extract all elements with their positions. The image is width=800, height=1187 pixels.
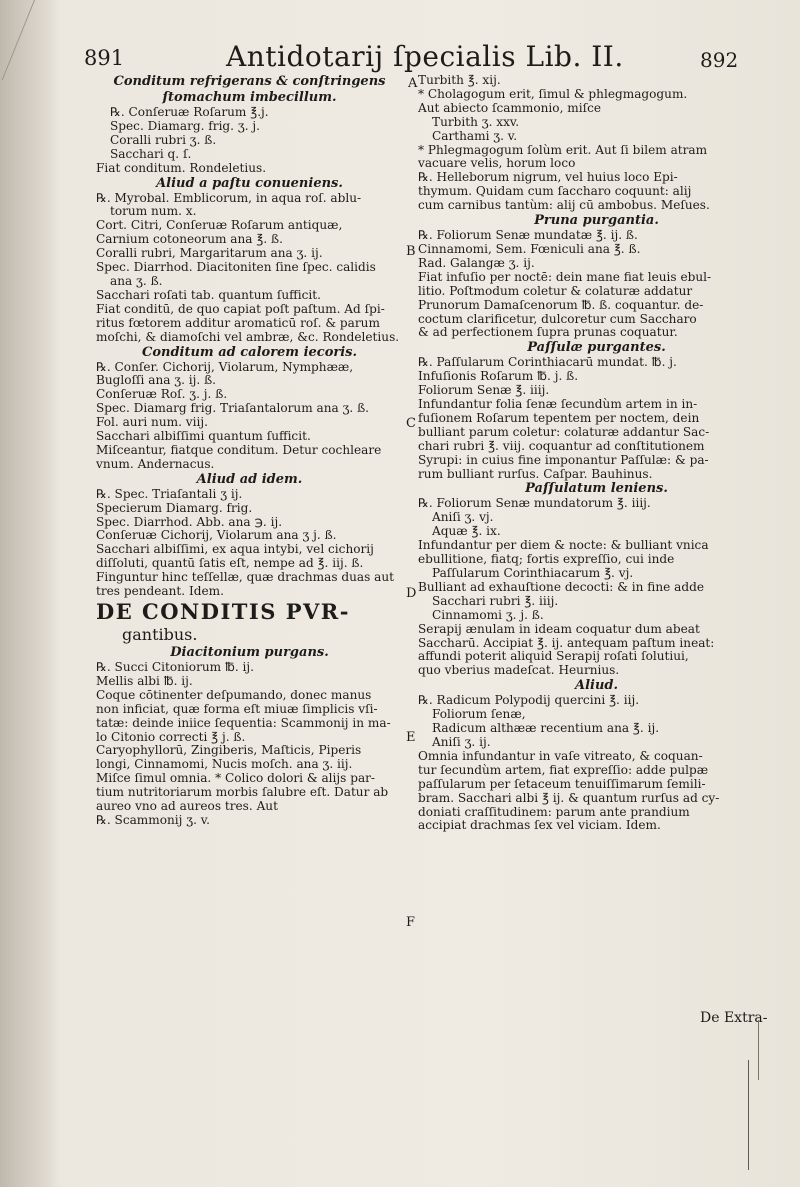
text-line: tium nutritoriarum morbis ſalubre eſt. Datur ab <box>96 786 389 800</box>
text-line: Sacchari roſati tab. quantum ſufficit. <box>96 288 321 302</box>
text-line: paſſularum per ſetaceum tenuiſſimarum ſemili- <box>418 777 706 791</box>
text-line: Conſeruæ Cichorij, Violarum ana ʒ j. ß. <box>96 529 337 543</box>
running-title: Antidotarij ſpecialis Lib. II. <box>226 40 624 73</box>
section-heading: Conditum refrigerans & conſtringens <box>113 74 386 89</box>
text-line: cum carnibus tantùm: alij cū ambobus. Meſues. <box>418 199 710 213</box>
text-line: Spec. Diamarg frig. Triaſantalorum ana ʒ. ß. <box>96 402 370 416</box>
text-line: Miſce ſimul omnia. * Colico dolori & alijs par- <box>96 772 376 786</box>
text-line: Infundantur folia ſenæ ſecundùm artem in in- <box>418 398 698 412</box>
text-line: tatæ: deinde iniice ſequentia: Scammonij in ma- <box>96 716 391 730</box>
section-heading: Conditum ad calorem iecoris. <box>141 344 358 360</box>
text-line: quo vberius madeſcat. Heurnius. <box>418 664 620 678</box>
left-text-column <box>96 74 403 828</box>
text-line: ℞. Conſeruæ Roſarum ℥.j. <box>110 106 269 119</box>
section-heading: Aliud a paſtu conueniens. <box>156 175 343 191</box>
text-line: Specierum Diamarg. frig. <box>96 501 253 515</box>
text-line: Bugloſſi ana ʒ. ij. ß. <box>96 374 217 388</box>
text-line: Coralli rubri ʒ. ß. <box>110 133 217 147</box>
text-line: tres pendeant. Idem. <box>96 585 224 599</box>
text-line: Sacchari rubri ℥. iiij. <box>432 594 559 608</box>
text-line: ℞. Paſſularum Corinthiacarū mundat. ℔. j. <box>418 356 677 370</box>
text-line: vacuare velis, horum loco <box>418 157 576 171</box>
text-line: Rad. Galangæ ʒ. ij. <box>418 256 535 270</box>
margin-letter-a: A <box>408 76 418 91</box>
text-line: lo Citonio correcti ℥ j. ß. <box>96 730 246 744</box>
text-line: Saccharū. Accipiat ℥. ij. antequam paſtum ineat: <box>418 636 715 650</box>
section-heading: Paſſulæ purgantes. <box>527 340 666 356</box>
text-line: Aut abiecto ſcammonio, miſce <box>418 101 602 115</box>
text-line: Cinnamomi, Sem. Fœniculi ana ℥. ß. <box>418 242 641 256</box>
text-line: Paſſularum Corinthiacarum ℥. vj. <box>432 567 634 580</box>
text-line: Syrupi: in cuius fine imponantur Paſſulæ: & pa- <box>418 453 709 467</box>
margin-letter-e: E <box>406 730 416 745</box>
text-line: Coque cōtinenter deſpumando, donec manus <box>96 688 372 702</box>
page-number-right: 892 <box>700 48 739 72</box>
text-line: Mellis albi ℔. ij. <box>96 674 193 688</box>
text-line: ℞. Radicum Polypodij quercini ℥. iij. <box>418 694 640 708</box>
text-line: ℞. Foliorum Senæ mundatæ ℥. ij. ß. <box>418 229 638 243</box>
text-line: Spec. Diarrhod. Diacitoniten ſine ſpec. calidis <box>96 261 376 275</box>
text-line: doniati craſſitudinem: parum ante prandium <box>418 805 690 819</box>
text-line: Aniſi ʒ. ij. <box>432 735 491 749</box>
text-line: ℞. Foliorum Senæ mundatorum ℥. iiij. <box>418 497 651 511</box>
text-line: Miſceantur, fiatque conditum. Detur cochleare <box>96 443 382 457</box>
text-line: Finguntur hinc teſſellæ, quæ drachmas duas aut <box>96 571 395 585</box>
text-line: vnum. Andernacus. <box>96 457 215 471</box>
section-heading: ſtomachum imbecillum. <box>162 90 337 105</box>
text-line: Prunorum Damaſcenorum ℔. ß. coquantur. de- <box>418 298 704 312</box>
text-line: Fiat conditum. Rondeletius. <box>96 161 267 175</box>
text-line: ℞. Helleborum nigrum, vel huius loco Epi- <box>418 171 678 185</box>
margin-pen-stroke-thin <box>758 1020 760 1080</box>
text-line: Infundantur per diem & nocte: & bulliant vnica <box>418 539 709 553</box>
text-line: * Phlegmagogum ſolùm erit. Aut ſi bilem atram <box>418 143 708 157</box>
text-line: aureo vno ad aureos tres. Aut <box>96 800 278 814</box>
margin-letter-c: C <box>406 416 416 431</box>
text-line: Sacchari albiſſimi, ex aqua intybi, vel cichorij <box>96 543 374 557</box>
text-line: Conſeruæ Roſ. ʒ. j. ß. <box>96 388 228 402</box>
text-line: Bulliant ad exhauſtione decocti: & in fine adde <box>418 580 705 594</box>
text-line: bram. Sacchari albi ℥ ij. & quantum rurſus ad cy- <box>418 791 720 805</box>
text-line: rum bulliant rurſus. Caſpar. Bauhinus. <box>418 467 653 481</box>
text-line: Aniſi ʒ. vj. <box>432 511 494 525</box>
text-line: longi, Cinnamomi, Nucis moſch. ana ʒ. iij. <box>96 758 353 772</box>
text-line: Caryophyllorū, Zingiberis, Maſticis, Piperis <box>96 744 362 758</box>
text-line: ℞. Conſer. Cichorij, Violarum, Nymphææ, <box>96 360 354 374</box>
text-line: Fiat infuſio per noctē: dein mane fiat leuis ebul- <box>418 270 712 284</box>
section-heading: Aliud. <box>574 678 619 694</box>
margin-letter-f: F <box>406 915 416 930</box>
text-line: Turbith ʒ. xxv. <box>432 115 520 129</box>
page-number-left: 891 <box>84 46 125 70</box>
text-line: torum num. x. <box>110 205 197 219</box>
text-line: fuſionem Roſarum tepentem per noctem, dein <box>418 411 700 425</box>
text-line: Sacchari albiſſimi quantum ſufficit. <box>96 430 311 444</box>
text-line: Carthami ʒ. v. <box>432 129 518 143</box>
text-line: Foliorum ſenæ, <box>432 708 526 722</box>
text-line: Fiat conditū, de quo capiat poſt paſtum. Ad ſpi- <box>96 302 385 316</box>
text-line: litio. Poſtmodum coletur & colaturæ addatur <box>418 284 693 298</box>
margin-letter-d: D <box>406 586 417 601</box>
text-line: Cort. Citri, Conſeruæ Roſarum antiquæ, <box>96 219 343 233</box>
text-line: Turbith ℥. xij. <box>418 74 501 87</box>
text-line: Coralli rubri, Margaritarum ana ʒ. ij. <box>96 247 323 261</box>
text-line: ℞. Scammonij ʒ. v. <box>96 813 211 827</box>
text-line: Carnium cotoneorum ana ℥. ß. <box>96 233 283 247</box>
text-line: moſchi, & diamoſchi vel ambræ, &c. Rondeletius. <box>96 330 400 344</box>
text-line: gantibus. <box>122 625 198 644</box>
text-line: ritus fœtorem additur aromaticū roſ. & parum <box>96 316 380 330</box>
text-line: Spec. Diarrhod. Abb. ana ℈. ij. <box>96 515 283 529</box>
text-line: Aquæ ℥. ix. <box>432 525 501 539</box>
text-line: * Cholagogum erit, ſimul & phlegmagogum. <box>418 87 688 101</box>
margin-letter-b: B <box>406 244 416 259</box>
text-line: Fol. auri num. viij. <box>96 416 208 430</box>
text-line: ℞. Succi Citoniorum ℔. ij. <box>96 661 254 674</box>
section-heading: Diacitonium purgans. <box>170 645 329 660</box>
text-line: ana ʒ. ß. <box>110 274 163 288</box>
chapter-heading: DE CONDITIS PVR- <box>96 599 350 624</box>
text-line: non inficiat, quæ forma eſt miuæ ſimplicis vſi- <box>96 702 378 716</box>
text-line: ℞. Myrobal. Emblicorum, in aqua roſ. ablu- <box>96 191 362 205</box>
catchword: De Extra- <box>700 1010 768 1026</box>
text-line: Omnia infundantur in vaſe vitreato, & coquan- <box>418 749 703 763</box>
section-heading: Aliud ad idem. <box>196 471 303 487</box>
text-line: tur ſecundùm artem, fiat expreſſio: adde pulpæ <box>418 763 709 777</box>
text-line: ebullitione, fiatq; fortis expreſſio, cui inde <box>418 553 675 567</box>
text-line: Infuſionis Roſarum ℔. j. ß. <box>418 370 579 384</box>
text-line: diſſoluti, quantū ſatis eſt, nempe ad ℥. iij. ß. <box>96 557 364 571</box>
right-text-column <box>418 74 775 833</box>
text-line: accipiat drachmas ſex vel viciam. Idem. <box>418 819 661 833</box>
text-line: bulliant parum coletur: colaturæ addantur Sac- <box>418 425 710 439</box>
text-line: Foliorum Senæ ℥. iiij. <box>418 384 550 398</box>
text-line: Radicum althææ recentium ana ℥. ij. <box>432 722 660 736</box>
text-line: Cinnamomi ʒ. j. ß. <box>432 608 544 622</box>
text-line: Spec. Diamarg. frig. ʒ. j. <box>110 119 260 133</box>
section-heading: Pruna purgantia. <box>534 213 659 229</box>
text-line: Serapij ænulam in ideam coquatur dum abeat <box>418 622 700 636</box>
text-line: thymum. Quidam cum ſaccharo coquunt: alij <box>418 185 692 199</box>
text-line: Sacchari q. ſ. <box>110 147 192 161</box>
text-line: coctum clarificetur, dulcoretur cum Saccharo <box>418 312 697 326</box>
section-heading: Paſſulatum leniens. <box>525 481 668 497</box>
text-line: affundi poterit aliquid Serapij roſati ſolutiui, <box>418 650 689 664</box>
text-line: ℞. Spec. Triaſantali ʒ ij. <box>96 487 243 501</box>
text-line: & ad perfectionem ſupra prunas coquatur. <box>418 326 678 340</box>
page-binding-shadow <box>0 0 60 1187</box>
text-line: chari rubri ℥. viij. coquantur ad conſtitutionem <box>418 439 705 453</box>
